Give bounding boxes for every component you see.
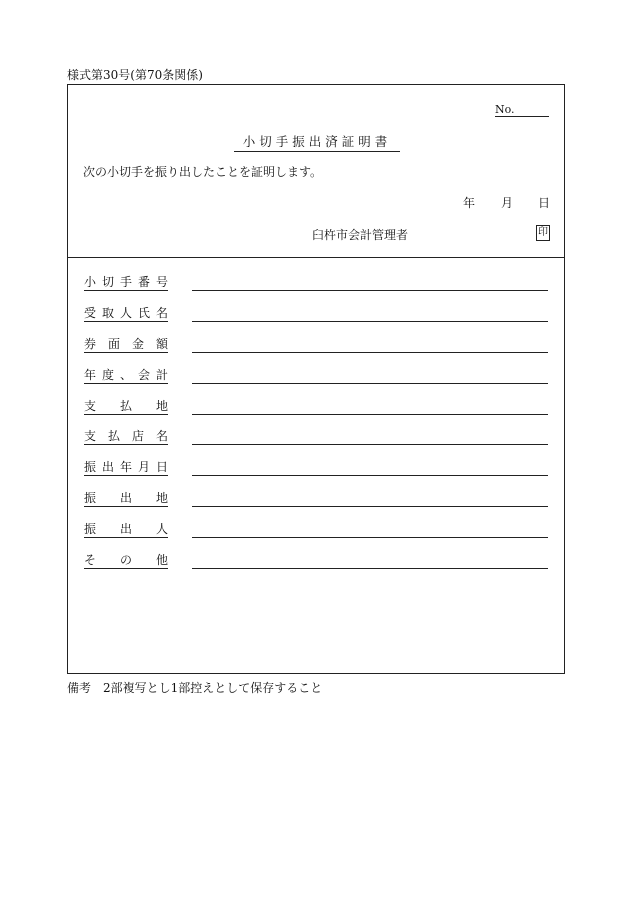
field-label: 年度、会計 [84,368,168,382]
field-label: 振出年月日 [84,460,168,474]
field-label: 小切手番号 [84,275,168,289]
field-row-other [84,552,548,572]
field-input-line [192,444,548,445]
field-input-line [192,383,548,384]
field-input-line [192,290,548,291]
field-row-check-number [84,274,548,294]
field-row-paying-branch [84,428,548,448]
field-row-fiscal-year-account [84,367,548,387]
remarks-text: 2部複写とし1部控えとして保存すること [103,681,323,695]
field-input-line [192,352,548,353]
field-row-payment-place [84,398,548,418]
field-row-issuer [84,521,548,541]
form-number-label: 様式第30号(第70条関係) [67,68,203,82]
field-row-issue-date [84,459,548,479]
seal-mark: 印 [536,225,550,241]
section-divider [68,257,564,258]
field-label: 受取人氏名 [84,306,168,320]
field-row-face-amount [84,336,548,356]
field-row-issue-place [84,490,548,510]
date-month-label: 月 [501,196,514,210]
date-year-label: 年 [463,196,476,210]
date-day-label: 日 [538,196,551,210]
field-input-line [192,414,548,415]
field-label: 振出人 [84,522,168,536]
certificate-statement: 次の小切手を振り出したことを証明します。 [83,165,323,179]
field-label: 支払店名 [84,429,168,443]
document-number-label: No. [495,103,515,116]
remarks-note [67,679,322,696]
field-input-line [192,321,548,322]
document-number-field [495,116,549,117]
field-input-line [192,537,548,538]
certificate-title: 小切手振出済証明書 [234,132,400,152]
remarks-heading: 備考 [67,681,92,695]
field-label: その他 [84,553,168,567]
certificate-frame [67,84,565,674]
issuer-name: 臼杵市会計管理者 [312,228,409,242]
field-label: 券面金額 [84,337,168,351]
field-row-payee-name [84,305,548,325]
field-input-line [192,506,548,507]
field-label: 振出地 [84,491,168,505]
field-input-line [192,475,548,476]
field-input-line [192,568,548,569]
field-label: 支払地 [84,399,168,413]
